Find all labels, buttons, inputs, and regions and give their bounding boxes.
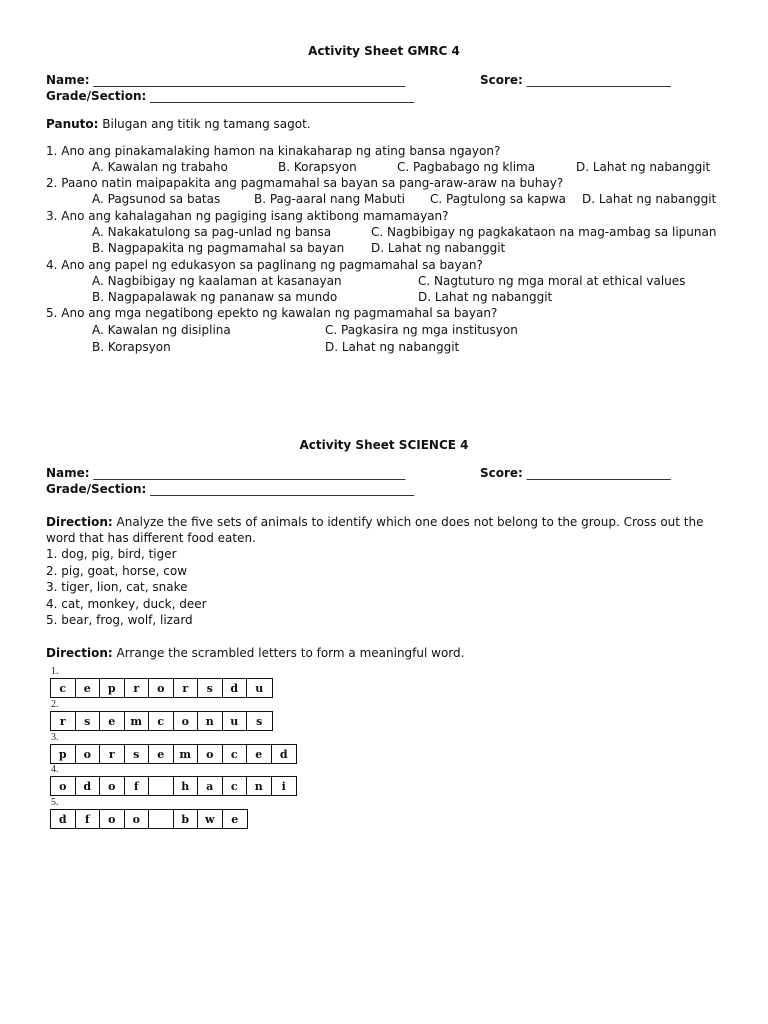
gmrc-title: Activity Sheet GMRC 4 — [308, 44, 460, 58]
question-5: 5. Ano ang mga negatibong epekto ng kawalan ng pagmamahal sa bayan? — [46, 306, 498, 320]
q1-option-d: D. Lahat ng nabanggit — [576, 160, 711, 174]
gmrc-instructions — [46, 116, 311, 132]
score-label: Score: — [480, 73, 523, 87]
question-4: 4. Ano ang papel ng edukasyon sa paglinang ng pagmamahal sa bayan? — [46, 258, 483, 272]
letter-box: n — [247, 777, 272, 795]
q4-option-d: D. Lahat ng nabanggit — [418, 290, 553, 304]
letter-box: o — [100, 810, 125, 828]
grade-line: ____________________________________________ — [150, 89, 415, 103]
gmrc-grade-row — [46, 88, 414, 104]
scramble-3-number: 3. — [51, 732, 59, 743]
scramble-row-4 — [50, 776, 297, 796]
letter-box: a — [198, 777, 223, 795]
name-line: ____________________________________________________ — [93, 73, 406, 87]
q3-option-c: C. Nagbibigay ng pagkakataon na mag-ambag sa lipunan — [371, 225, 717, 239]
letter-box: b — [174, 810, 199, 828]
animal-set-5: 5. bear, frog, wolf, lizard — [46, 613, 193, 627]
scramble-2-number: 2. — [51, 699, 59, 710]
letter-box: c — [223, 777, 248, 795]
letter-box: d — [223, 679, 248, 697]
letter-box: o — [76, 745, 101, 763]
direction-2-text: Arrange the scrambled letters to form a meaningful word. — [112, 646, 465, 660]
letter-box: e — [76, 679, 101, 697]
letter-box: n — [198, 712, 223, 730]
question-2: 2. Paano natin maipapakita ang pagmamahal sa bayan sa pang-araw-araw na buhay? — [46, 176, 564, 190]
scramble-row-1 — [50, 678, 273, 698]
letter-box: s — [76, 712, 101, 730]
letter-box: h — [174, 777, 199, 795]
letter-box: w — [198, 810, 223, 828]
letter-box: m — [174, 745, 199, 763]
name-label: Name: — [46, 73, 90, 87]
science-name-row — [46, 465, 405, 481]
q2-option-a: A. Pagsunod sa batas — [92, 192, 221, 206]
letter-box: r — [174, 679, 199, 697]
letter-box: o — [174, 712, 199, 730]
score-line: ________________________ — [526, 73, 671, 87]
q2-option-c: C. Pagtulong sa kapwa — [430, 192, 566, 206]
letter-box: o — [149, 679, 174, 697]
gmrc-score-row — [480, 72, 671, 88]
letter-box: o — [51, 777, 76, 795]
science-score-row — [480, 465, 671, 481]
letter-box: e — [247, 745, 272, 763]
letter-box: s — [198, 679, 223, 697]
grade-label: Grade/Section: — [46, 89, 147, 103]
letter-box: u — [223, 712, 248, 730]
letter-box: e — [149, 745, 174, 763]
q1-option-a: A. Kawalan ng trabaho — [92, 160, 228, 174]
letter-box: d — [76, 777, 101, 795]
animal-set-1: 1. dog, pig, bird, tiger — [46, 547, 177, 561]
letter-box: d — [51, 810, 76, 828]
direction-2-label: Direction: — [46, 646, 113, 660]
letter-box: c — [223, 745, 248, 763]
letter-box: r — [51, 712, 76, 730]
q2-option-d: D. Lahat ng nabanggit — [582, 192, 717, 206]
animal-set-3: 3. tiger, lion, cat, snake — [46, 580, 188, 594]
scramble-row-3 — [50, 744, 297, 764]
scramble-row-5 — [50, 809, 248, 829]
q3-option-b: B. Nagpapakita ng pagmamahal sa bayan — [92, 241, 345, 255]
letter-box — [149, 810, 174, 828]
letter-box: i — [281, 779, 286, 793]
q5-option-a: A. Kawalan ng disiplina — [92, 323, 231, 337]
instr-label: Panuto: — [46, 117, 99, 131]
letter-box: p — [51, 745, 76, 763]
letter-box: r — [125, 679, 150, 697]
letter-box: o — [125, 810, 150, 828]
grade-label: Grade/Section: — [46, 482, 147, 496]
letter-box: d — [279, 747, 288, 761]
letter-box: s — [125, 745, 150, 763]
letter-box: o — [100, 777, 125, 795]
score-label: Score: — [480, 466, 523, 480]
q4-option-b: B. Nagpapalawak ng pananaw sa mundo — [92, 290, 338, 304]
gmrc-name-row — [46, 72, 405, 88]
question-3: 3. Ano ang kahalagahan ng pagiging isang aktibong mamamayan? — [46, 209, 449, 223]
animal-set-4: 4. cat, monkey, duck, deer — [46, 597, 207, 611]
letter-box: f — [76, 810, 101, 828]
q5-option-b: B. Korapsyon — [92, 340, 171, 354]
q4-option-c: C. Nagtuturo ng mga moral at ethical values — [418, 274, 686, 288]
grade-line: ____________________________________________ — [150, 482, 415, 496]
q5-option-c: C. Pagkasira ng mga institusyon — [325, 323, 518, 337]
letter-box: e — [231, 812, 239, 826]
name-label: Name: — [46, 466, 90, 480]
score-line: ________________________ — [526, 466, 671, 480]
q3-option-d: D. Lahat ng nabanggit — [371, 241, 506, 255]
letter-box: u — [255, 681, 264, 695]
scramble-1-number: 1. — [51, 666, 59, 677]
letter-box: c — [149, 712, 174, 730]
letter-box: c — [51, 679, 76, 697]
q2-option-b: B. Pag-aaral nang Mabuti — [254, 192, 405, 206]
letter-box: o — [198, 745, 223, 763]
q1-option-b: B. Korapsyon — [278, 160, 357, 174]
q4-option-a: A. Nagbibigay ng kaalaman at kasanayan — [92, 274, 342, 288]
letter-box — [149, 777, 174, 795]
scramble-5-number: 5. — [51, 797, 59, 808]
letter-box: p — [100, 679, 125, 697]
q1-option-c: C. Pagbabago ng klima — [397, 160, 536, 174]
direction-2 — [46, 645, 464, 661]
science-title: Activity Sheet SCIENCE 4 — [299, 438, 469, 452]
name-line: ____________________________________________________ — [93, 466, 406, 480]
letter-box: m — [125, 712, 150, 730]
letter-box: e — [100, 712, 125, 730]
letter-box: r — [100, 745, 125, 763]
scramble-4-number: 4. — [51, 764, 59, 775]
direction-1-label: Direction: — [46, 515, 113, 529]
science-grade-row — [46, 481, 414, 497]
direction-1 — [46, 514, 726, 546]
instr-text: Bilugan ang titik ng tamang sagot. — [98, 117, 311, 131]
scramble-row-2 — [50, 711, 273, 731]
animal-set-2: 2. pig, goat, horse, cow — [46, 564, 188, 578]
q5-option-d: D. Lahat ng nabanggit — [325, 340, 460, 354]
question-1: 1. Ano ang pinakamalaking hamon na kinakaharap ng ating bansa ngayon? — [46, 144, 501, 158]
letter-box: f — [125, 777, 150, 795]
letter-box: s — [256, 714, 263, 728]
direction-1-text: Analyze the five sets of animals to identify which one does not belong to the group. Cross out the word that has different food eaten. — [46, 515, 704, 545]
q3-option-a: A. Nakakatulong sa pag-unlad ng bansa — [92, 225, 332, 239]
